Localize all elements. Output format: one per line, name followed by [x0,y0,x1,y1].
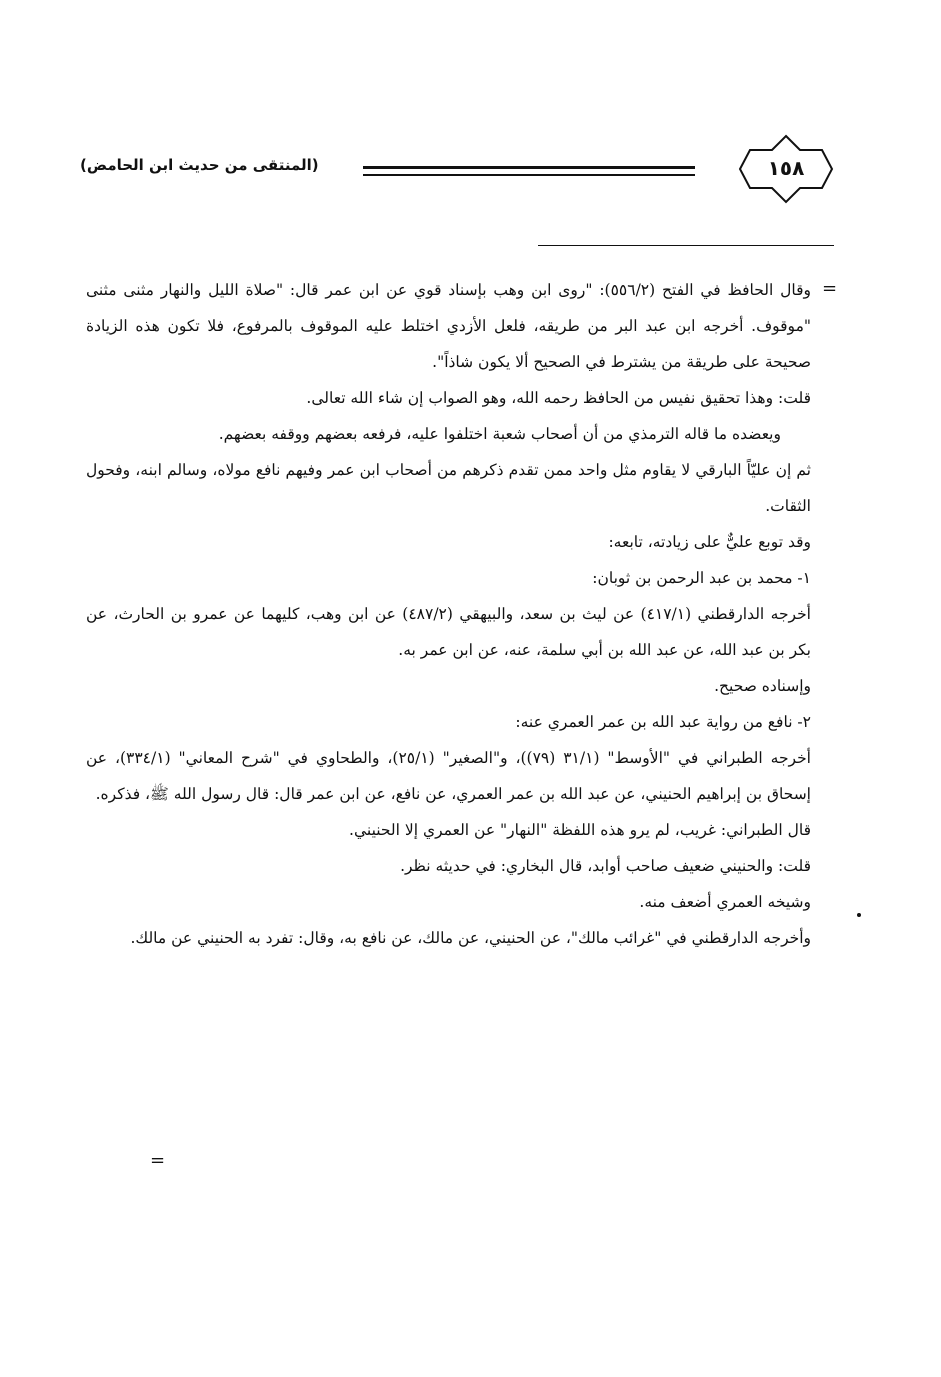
paragraph-tawabi: وقد توبع عليٌّ على زيادته، تابعه: [608,533,811,551]
footnote-body [86,272,811,956]
continuation-mark-end: = [150,1150,166,1171]
paragraph-shaykh-umari: وشيخه العمري أضعف منه. [639,893,811,911]
paragraph-tabarani-gharib: قال الطبراني: غريب، لم يرو هذه اللفظة "النهار" عن العمري إلا الحنيني. [349,821,811,839]
paragraph-gharaib-malik: وأخرجه الدارقطني في "غرائب مالك"، عن الحنيني، عن مالك، عن نافع به، وقال: تفرد به الحنيني عن مالك. [130,929,811,947]
paragraph-tabarani: أخرجه الطبراني في "الأوسط" (٣١/١ (٧٩))، و"الصغير" (٢٥/١)، والطحاوي في "شرح المعاني" (٣٣٤/١)، عن إسحاق بن إبراهيم الحنيني، عن عبد الله بن عمر العمري، عن نافع، عن ابن عمر قال: قال رسول الله ﷺ، فذكره. [86,749,811,803]
paragraph-tirmidhi: ويعضده ما قاله الترمذي من أن أصحاب شعبة اختلفوا عليه، فرفعه بعضهم ووقفه بعضهم. [218,425,781,443]
paragraph-qultu-1: قلت: وهذا تحقيق نفيس من الحافظ رحمه الله، وهو الصواب إن شاء الله تعالى. [306,389,811,407]
paragraph-isnad-sahih: وإسناده صحيح. [714,677,811,695]
list-item-2-heading: ٢- نافع من رواية عبد الله بن عمر العمري عنه: [515,713,811,731]
running-header-title: (المنتقى من حديث ابن الحامض) [80,156,319,174]
list-item-1-heading: ١- محمد بن عبد الرحمن بن ثوبان: [592,569,811,587]
header-rule-thick [363,166,695,169]
margin-dot [857,913,861,917]
paragraph-hafiz-quote: وقال الحافظ في الفتح (٥٥٦/٢): "روى ابن وهب بإسناد قوي عن ابن عمر قال: "صلاة الليل والنهار مثنى مثنى "موقوف. أخرجه ابن عبد البر من طريقه، فلعل الأزدي اختلط عليه الموقوف بالمرفوع، فلا تكون هذه الزيادة صحيحة على طريقة من يشترط في الصحيح ألا يكون شاذاً". [86,281,811,371]
paragraph-qultu-hunaini: قلت: والحنيني ضعيف صاحب أوابد، قال البخاري: في حديثه نظر. [400,857,811,875]
footnote-separator-rule [538,245,834,246]
paragraph-bariqi: ثم إن عليّاً البارقي لا يقاوم مثل واحد ممن تقدم ذكرهم من أصحاب ابن عمر وفيهم نافع مولاه، وسالم ابنه، وفحول الثقات. [86,461,811,515]
continuation-mark-start: = [822,278,838,299]
header-rule-thin [363,174,695,176]
page-number: ١٥٨ [767,156,805,180]
paragraph-daraqutni-1: أخرجه الدارقطني (٤١٧/١) عن ليث بن سعد، والبيهقي (٤٨٧/٢) عن ابن وهب، كليهما عن عمرو بن الحارث، عن بكر بن عبد الله، عن عبد الله بن أبي سلمة، عنه، عن ابن عمر به. [86,605,811,659]
